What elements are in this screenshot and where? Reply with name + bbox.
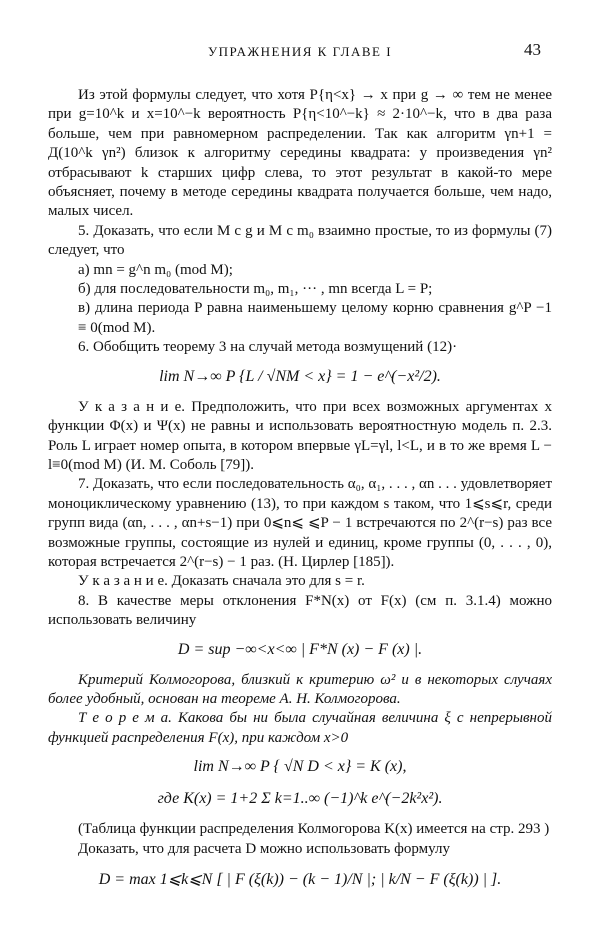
hint-7: У к а з а н и е. Доказать сначала это для s = r. [78, 573, 365, 590]
page-number: 43 [524, 40, 541, 59]
equation-theorem: lim N→∞ P { √N D < x} = K (x), [193, 758, 407, 776]
exercise-7: 7. Доказать, что если последовательность α₀, α₁, . . . , αn . . . удовлетворяет моноциклическому уравнению (13), то при каждом s таком, что 1⩽s⩽r, среди групп вида (αn, . . . , αn+s−1) при 0⩽n⩽ ⩽P − 1 встречаются по 2^(r−s) раз все возможные группы, состоящие из нулей и единиц, кроме группы (0, . . . , 0), которая встречается 2^(r−s) − 1 раз. (Н. Цирлер [185]). [48, 476, 552, 570]
exercise-8: 8. В качестве меры отклонения F*N(x) от F(x) (см п. 3.1.4) можно использовать величину [48, 592, 552, 629]
exercise-6: 6. Обобщить теорему 3 на случай метода возмущений (12)· [78, 339, 458, 356]
equation-6: lim N→∞ P {L / √NM < x} = 1 − e^(−x²/2). [159, 367, 441, 385]
table-note: (Таблица функции распределения Колмогорова K(x) имеется на стр. 293 ) [78, 821, 550, 838]
kolmogorov-theorem: Т е о р е м а. Какова бы ни была случайная величина ξ с непрерывной функцией распределения F(x), при каждом x>0 [48, 710, 552, 746]
paragraph-intro: Из этой формулы следует, что хотя P{η<x} → x при g → ∞ тем не менее при g=10^k и x=10^−k вероятность P{η<10^−k} ≈ 2·10^−k, что в два раза больше, чем при равномерном распределении. Так как алгоритм γn+1 = Д(10^k γn²) близок к алгоритму середины квадрата: у произведения γn² отбрасывают k старших цифр слева, то этот результат в какой-то мере объясняет, почему в методе середины квадрата получается больше, чем надо, малых чисел. [48, 87, 552, 220]
hint-6: У к а з а н и е. Предположить, что при всех возможных аргументах x функции Φ(x) и Ψ(x) не равны и использовать вероятностную модель п. 2.3. Роль L играет номер опыта, в котором впервые γL=γl, l<L, и в то же время L − l≡0(mod M) (И. М. Соболь [79]). [48, 398, 552, 473]
exercise-5c: в) длина периода P равна наименьшему целому корню сравнения g^P −1 ≡ 0(mod M). [78, 300, 552, 336]
kolmogorov-criterion: Критерий Колмогорова, близкий к критерию ω² и в некоторых случаях более удобный, основан на теореме А. Н. Колмогорова. [48, 671, 552, 707]
equation-final: D = max 1⩽k⩽N [ | F (ξ(k)) − (k − 1)/N |; | k/N − F (ξ(k)) | ]. [98, 871, 502, 888]
exercise-5a: а) mn = g^n m₀ (mod M); [78, 261, 233, 278]
page-body [48, 86, 552, 905]
exercise-5: 5. Доказать, что если M c g и M c m₀ взаимно простые, то из формулы (7) следует, что [48, 222, 552, 259]
exercise-5b: б) для последовательности m₀, m₁, ··· , mn всегда L = P; [78, 281, 433, 298]
running-header: УПРАЖНЕНИЯ К ГЛАВЕ I [207, 44, 393, 59]
equation-8: D = sup −∞<x<∞ | F*N (x) − F (x) |. [177, 640, 423, 658]
equation-kolmogorov-K: где K(x) = 1+2 Σ k=1..∞ (−1)^k e^(−2k²x²). [157, 790, 443, 808]
prove-statement: Доказать, что для расчета D можно использовать формулу [78, 840, 450, 857]
